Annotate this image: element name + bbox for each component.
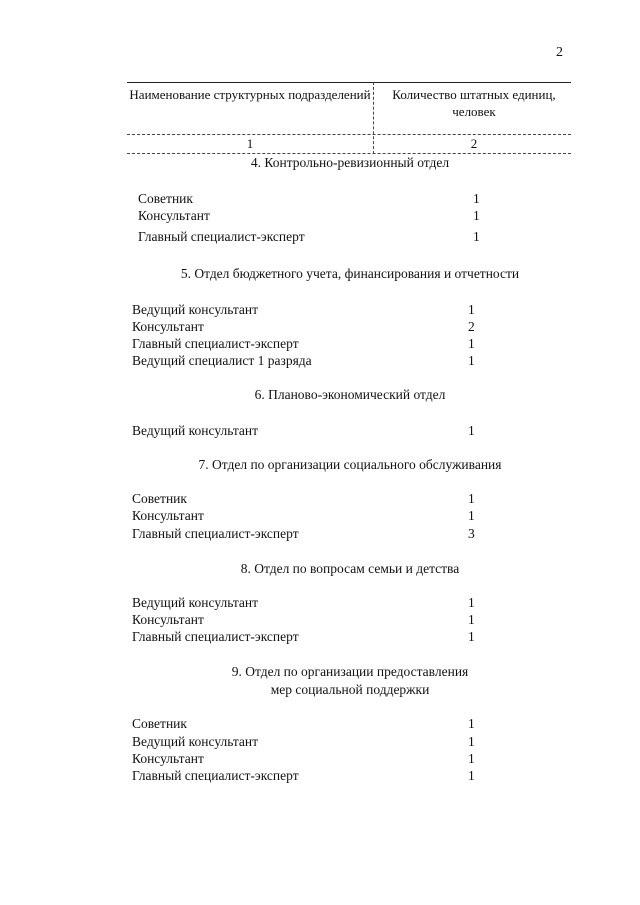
section-title: 4. Контрольно-ревизионный отдел	[250, 155, 450, 170]
table-top-rule	[127, 82, 571, 83]
staff-count: 1	[468, 716, 475, 731]
position-name: Советник	[138, 191, 193, 206]
position-name: Главный специалист-эксперт	[132, 629, 299, 644]
staff-count: 1	[468, 751, 475, 766]
position-name: Консультант	[138, 208, 210, 223]
position-name: Консультант	[132, 612, 204, 627]
position-name: Консультант	[132, 319, 204, 334]
staff-count: 3	[468, 526, 475, 541]
staff-count: 1	[468, 629, 475, 644]
position-name: Консультант	[132, 751, 204, 766]
staff-count: 1	[468, 612, 475, 627]
page-number: 2	[556, 45, 563, 60]
staff-count: 1	[468, 423, 475, 438]
section-title: 7. Отдел по организации социального обслуживания	[198, 457, 502, 472]
staff-count: 1	[473, 191, 480, 206]
staff-count: 1	[468, 336, 475, 351]
position-name: Главный специалист-эксперт	[132, 526, 299, 541]
staff-count: 1	[473, 229, 480, 244]
position-name: Главный специалист-эксперт	[132, 336, 299, 351]
staff-count: 1	[468, 768, 475, 783]
section-title: 9. Отдел по организации предоставления	[231, 664, 469, 679]
staffing-table-header	[127, 82, 571, 154]
section-title: 5. Отдел бюджетного учета, финансирования и отчетности	[180, 266, 520, 281]
position-name: Ведущий консультант	[132, 302, 259, 317]
position-name: Главный специалист-эксперт	[138, 229, 305, 244]
column-header-subdivisions: Наименование структурных подразделений	[129, 87, 371, 102]
table-mid-rule	[127, 134, 571, 135]
position-name: Главный специалист-эксперт	[132, 768, 299, 783]
section-title: 8. Отдел по вопросам семьи и детства	[240, 561, 460, 576]
column-number-2: 2	[470, 136, 478, 151]
section-title-continued: мер социальной поддержки	[270, 682, 430, 697]
position-name: Советник	[132, 491, 187, 506]
position-name: Ведущий консультант	[132, 734, 259, 749]
staff-count: 1	[468, 508, 475, 523]
column-number-1: 1	[246, 136, 254, 151]
staff-count: 1	[468, 595, 475, 610]
staff-count: 1	[468, 491, 475, 506]
staff-count: 2	[468, 319, 475, 334]
position-name: Ведущий консультант	[132, 423, 259, 438]
section-title: 6. Планово-экономический отдел	[254, 387, 446, 402]
position-name: Консультант	[132, 508, 204, 523]
position-name: Ведущий консультант	[132, 595, 259, 610]
column-header-staff-count: Количество штатных единиц, человек	[392, 87, 556, 119]
staff-count: 1	[468, 734, 475, 749]
staff-count: 1	[468, 302, 475, 317]
staff-count: 1	[473, 208, 480, 223]
position-name: Ведущий специалист 1 разряда	[132, 353, 312, 368]
table-column-divider	[373, 82, 374, 154]
staff-count: 1	[468, 353, 475, 368]
position-name: Советник	[132, 716, 187, 731]
